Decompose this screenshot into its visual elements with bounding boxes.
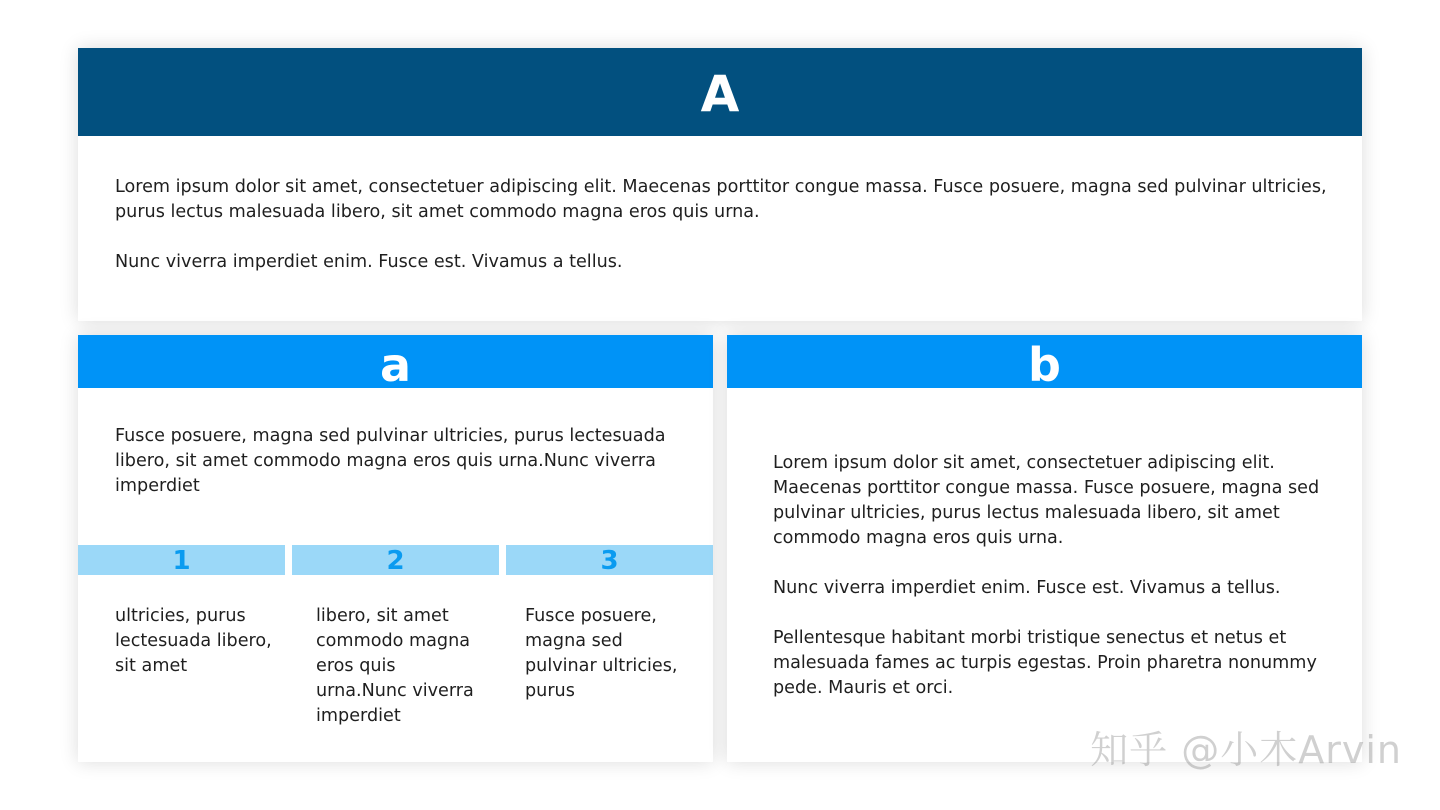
column-1-header: 1 (78, 545, 285, 575)
panel-A-paragraph-1: Lorem ipsum dolor sit amet, consectetuer adipiscing elit. Maecenas porttitor congue massa. Fusce posuere, magna sed pulvinar ultricies, purus lectus malesuada libero, sit amet commodo magna eros quis urna. (115, 177, 1327, 222)
column-3-header: 3 (506, 545, 713, 575)
panel-a-header: a (78, 335, 713, 388)
panel-b-paragraph-1: Lorem ipsum dolor sit amet, consectetuer adipiscing elit. Maecenas porttitor congue massa. Fusce posuere, magna sed pulvinar ultricies, purus lectus malesuada libero, sit amet commodo magna eros quis urna. (773, 453, 1320, 548)
panel-A (78, 48, 1362, 321)
column-2-text: libero, sit amet commodo magna eros quis urna.Nunc viverra imperdiet (316, 606, 474, 726)
panel-A-header: A (78, 48, 1362, 136)
panel-A-paragraph-2: Nunc viverra imperdiet enim. Fusce est. Vivamus a tellus. (115, 252, 623, 272)
column-1-text: ultricies, purus lectesuada libero, sit amet (115, 606, 272, 676)
panel-a-intro (115, 424, 685, 499)
panel-b-paragraph-2: Nunc viverra imperdiet enim. Fusce est. Vivamus a tellus. (773, 578, 1281, 598)
panel-b-paragraph-3: Pellentesque habitant morbi tristique senectus et netus et malesuada fames ac turpis egestas. Proin pharetra nonummy pede. Mauris et orci. (773, 628, 1317, 698)
column-2-header: 2 (292, 545, 499, 575)
panel-a-intro-text: Fusce posuere, magna sed pulvinar ultricies, purus lectesuada libero, sit amet commodo magna eros quis urna.Nunc viverra imperdiet (115, 426, 666, 496)
panel-b-body (773, 451, 1338, 701)
column-3-text: Fusce posuere, magna sed pulvinar ultricies, purus (525, 606, 678, 701)
watermark: 知乎 @小木Arvin (1090, 728, 1402, 772)
panel-b (727, 335, 1362, 762)
panel-b-header: b (727, 335, 1362, 388)
panel-A-body (115, 175, 1330, 275)
panel-a (78, 335, 713, 762)
